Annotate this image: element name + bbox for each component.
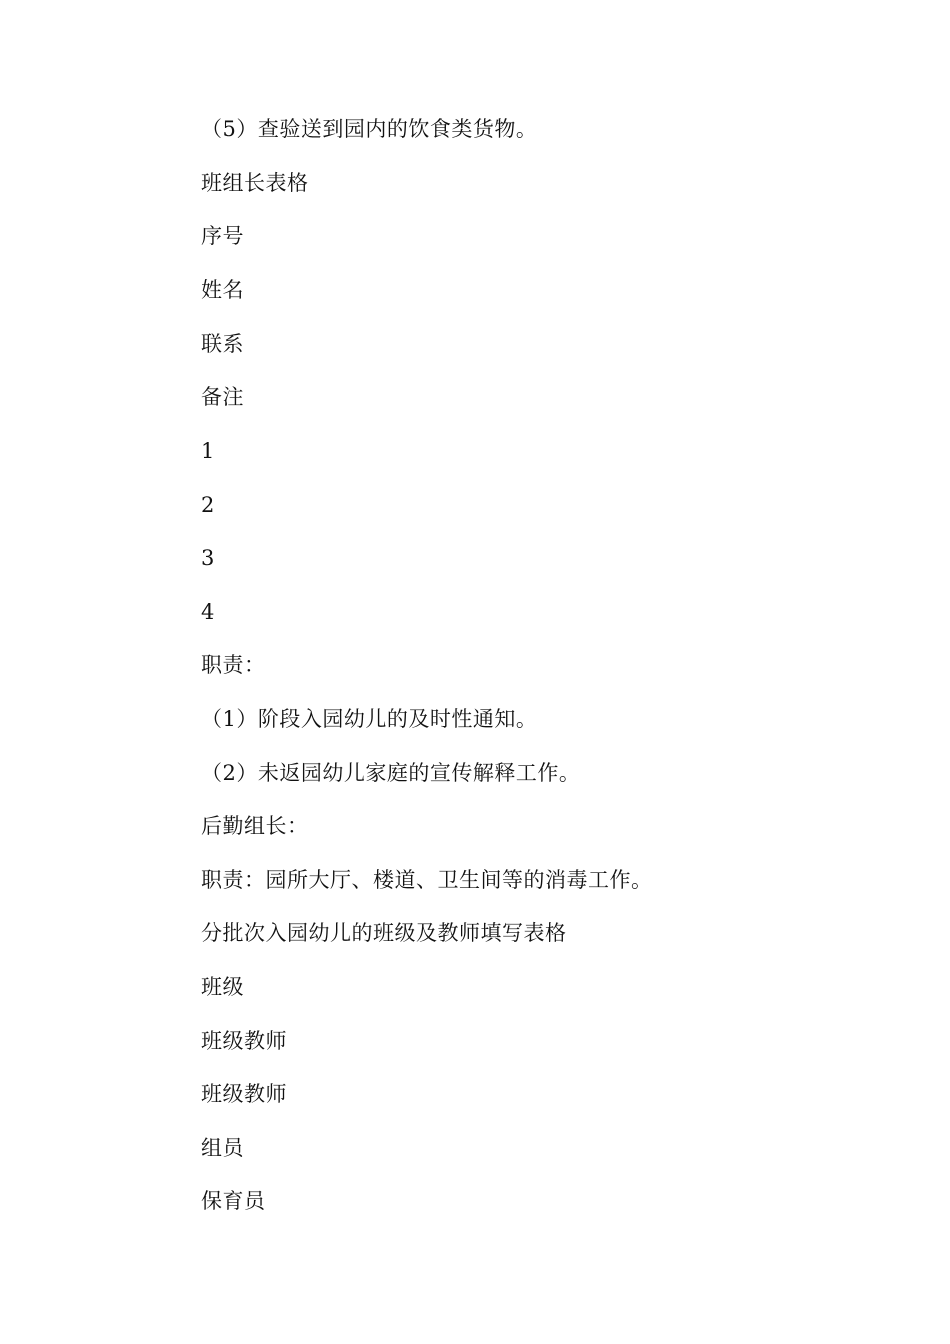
table-row-number: 4: [201, 600, 215, 624]
duties-heading: 职责：: [201, 653, 266, 677]
table-header-class: 班级: [201, 975, 244, 999]
duty-item-1: （1）阶段入园幼儿的及时性通知。: [201, 707, 538, 731]
table-row-number: 2: [201, 493, 215, 517]
table-title-class-teachers: 分批次入园幼儿的班级及教师填写表格: [201, 921, 567, 945]
table-header-remarks: 备注: [201, 385, 244, 409]
table-header-number: 序号: [201, 224, 244, 248]
duty-item-2: （2）未返园幼儿家庭的宣传解释工作。: [201, 761, 581, 785]
table-row-number: 1: [201, 439, 215, 463]
duty-item-5: （5）查验送到园内的饮食类货物。: [201, 117, 538, 141]
logistics-duties: 职责：园所大厅、楼道、卫生间等的消毒工作。: [201, 868, 653, 892]
table-header-caregiver: 保育员: [201, 1189, 266, 1213]
table-row-number: 3: [201, 546, 215, 570]
table-header-name: 姓名: [201, 278, 244, 302]
table-header-contact: 联系: [201, 332, 244, 356]
table-title-team-leaders: 班组长表格: [201, 171, 309, 195]
table-header-class-teacher: 班级教师: [201, 1082, 287, 1106]
logistics-leader-heading: 后勤组长：: [201, 814, 309, 838]
table-header-member: 组员: [201, 1136, 244, 1160]
table-header-class-teacher: 班级教师: [201, 1029, 287, 1053]
